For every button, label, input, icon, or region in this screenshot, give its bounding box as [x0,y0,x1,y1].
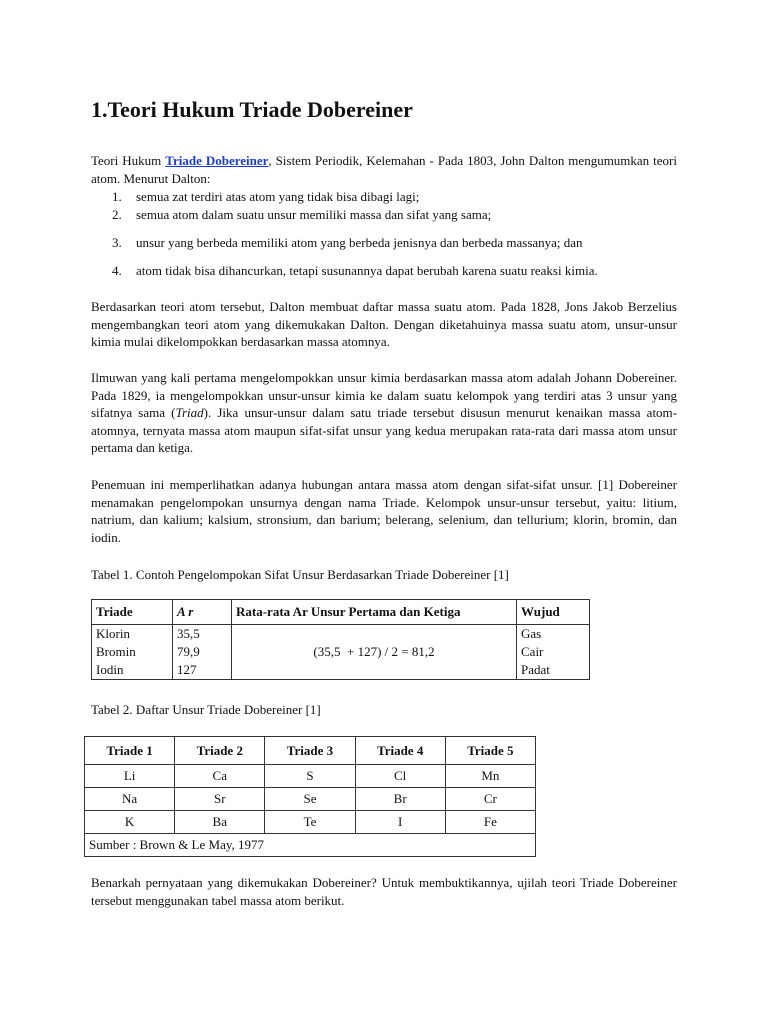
table-source-row [85,834,536,857]
list-number: 3. [112,235,122,250]
table-cell: Ca [175,765,265,788]
table-cell: Fe [445,811,535,834]
average-formula-cell: (35,5 + 127) / 2 = 81,2 [232,625,517,680]
header-wujud: Wujud [517,600,590,625]
list-number: 4. [112,263,122,278]
element-name: Iodin [96,662,124,677]
table-cell: Na [85,788,175,811]
header-average: Rata-rata Ar Unsur Pertama dan Ketiga [232,600,517,625]
intro-paragraph [91,152,677,187]
table-cell: Li [85,765,175,788]
header-triade-2: Triade 2 [175,737,265,765]
closing-paragraph: Benarkah pernyataan yang dikemukakan Dobereiner? Untuk membuktikannya, ujilah teori Triade Dobereiner tersebut menggunakan tabel massa atom berikut. [91,875,677,908]
table-cell: I [355,811,445,834]
ar-value: 35,5 [177,626,200,641]
list-text: semua zat terdiri atas atom yang tidak bisa dibagi lagi; [136,189,420,204]
paragraph-text: Ilmuwan yang kali pertama mengelompokkan unsur kimia berdasarkan massa atom adalah Johann Dobereiner. Pada 1829, ia mengelompokkan unsur-unsur kimia ke dalam suatu kelompok yang terdiri atas 3 unsur yang sifatnya sama ( [91,370,677,420]
table-cell: S [265,765,355,788]
table1-caption: Tabel 1. Contoh Pengelompokan Sifat Unsur Berdasarkan Triade Dobereiner [1] [91,567,509,582]
wujud-value: Cair [521,644,544,659]
table-row [85,765,536,788]
list-number: 1. [112,189,122,204]
ar-value: 79,9 [177,644,200,659]
table-cell: Te [265,811,355,834]
table-source: Sumber : Brown & Le May, 1977 [85,834,536,857]
wujud-value: Padat [521,662,550,677]
list-text: atom tidak bisa dihancurkan, tetapi susunannya dapat berubah karena suatu reaksi kimia. [136,263,598,278]
wujud-value: Gas [521,626,542,641]
paragraph-penemuan: Penemuan ini memperlihatkan adanya hubungan antara massa atom dengan sifat-sifat unsur. [1] Dobereiner menamakan pengelompokan unsurnya dengan nama Triade. Kelompok unsur-unsur tersebut, yaitu: litium, natrium, dan kalium; kalsium, stronsium, dan barium; belerang, selenium, dan tellurium; klorin, bromin, dan iodin. [91,477,677,545]
list-number: 2. [112,207,122,222]
table-header-row [85,737,536,765]
page-title: 1.Teori Hukum Triade Dobereiner [91,97,413,122]
table-cell: Se [265,788,355,811]
intro-lead: Teori Hukum [91,153,166,168]
header-triade-3: Triade 3 [265,737,355,765]
element-name: Bromin [96,644,136,659]
triade-example-table [91,599,590,680]
table-row [85,788,536,811]
table-cell: Cl [355,765,445,788]
header-triade-1: Triade 1 [85,737,175,765]
paragraph-text: ). Jika unsur-unsur dalam satu triade tersebut disusun menurut kenaikan massa atom-atomnya, ternyata massa atom maupun sifat-sifat unsur yang kedua merupakan rata-rata dari massa atom unsur pertama dan ketiga. [91,405,677,455]
table-row [92,625,590,680]
paragraph-berzelius: Berdasarkan teori atom tersebut, Dalton membuat daftar massa suatu atom. Pada 1828, Jons Jakob Berzelius mengembangkan teori atom yang dikemukakan Dalton. Dengan diketahuinya massa suatu atom, unsur-unsur kimia mulai dikelompokkan berdasarkan massa atomnya. [91,299,677,349]
header-triade-4: Triade 4 [355,737,445,765]
element-name: Klorin [96,626,130,641]
table-cell: Cr [445,788,535,811]
ar-value: 127 [177,662,197,677]
table-cell: Mn [445,765,535,788]
triade-dobereiner-link[interactable]: Triade Dobereiner [165,153,269,168]
list-text: unsur yang berbeda memiliki atom yang berbeda jenisnya dan berbeda massanya; dan [136,235,583,250]
paragraph-dobereiner [91,369,677,457]
intro-rest: , Sistem Periodik, Kelemahan - Pada 1803, John Dalton mengumumkan teori atom. Menurut Dalton: [91,153,678,186]
triad-term: Triad [175,405,204,420]
list-text: semua atom dalam suatu unsur memiliki massa dan sifat yang sama; [136,207,492,222]
table-cell: K [85,811,175,834]
table-cell: Ba [175,811,265,834]
table-header-row [92,600,590,625]
header-ar: A r [173,600,232,625]
ar-values-cell [173,625,232,680]
table2-caption: Tabel 2. Daftar Unsur Triade Dobereiner [1] [91,702,321,717]
table-cell: Sr [175,788,265,811]
element-names-cell [92,625,173,680]
triade-list-table [84,736,536,857]
header-triade: Triade [92,600,173,625]
table-cell: Br [355,788,445,811]
wujud-values-cell [517,625,590,680]
header-triade-5: Triade 5 [445,737,535,765]
table-row [85,811,536,834]
